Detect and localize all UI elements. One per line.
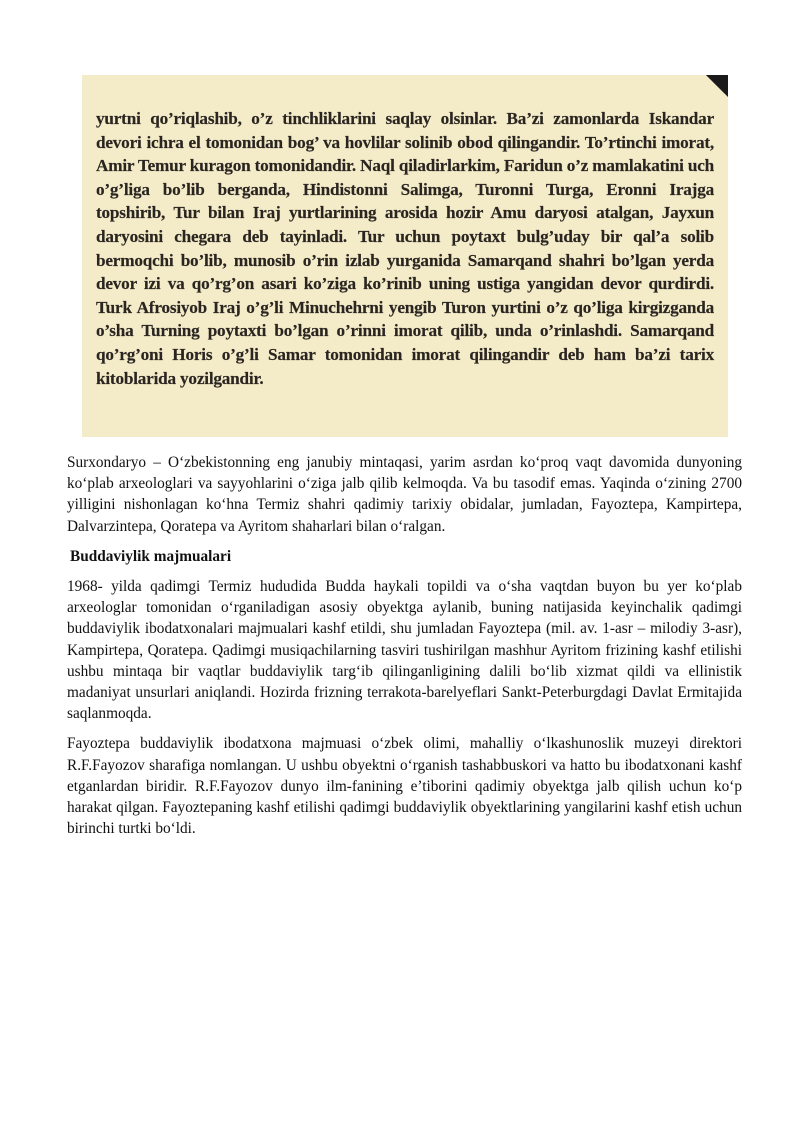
scanned-book-excerpt xyxy=(82,75,728,437)
document-body xyxy=(67,452,742,848)
scan-corner-mark xyxy=(694,75,728,97)
paragraph-fayoztepa: Fayoztepa buddaviylik ibodatxona majmuasi o‘zbek olimi, mahalliy o‘lkashunoslik muzeyi direktori R.F.Fayozov sharafiga nomlangan. U ushbu obyektni o‘rganish tashabbuskori va hatto bu ibodatxonani kashf etganlardan biridir. R.F.Fayozov dunyo ilm-fanining e’tiborini qadimiy obyektga jalb qilish uchun ko‘p harakat qilgan. Fayoztepaning kashf etilishi qadimgi buddaviylik obyektlarining yangilarini kashf etish uchun birinchi turtki bo‘ldi. xyxy=(67,735,742,838)
section-heading: Buddaviylik majmualari xyxy=(70,547,232,565)
scanned-excerpt-text: yurtni qo’riqlashib, o’z tinchliklarini saqlay olsinlar. Ba’zi zamonlarda Iskandar devori ichra el tomonidan bog’ va hovlilar solinib obod qilingandir. To’rtinchi imorat, Amir Temur kuragon tomonidandir. Naql qiladirlarkim, Faridun o’z mamlakatini uch o’g’liga bo’lib berganda, Hindistonni Salimga, Turonni Turga, Eronni Irajga topshirib, Tur bilan Iraj yurtlarining arosida hozir Amu daryosi atalgan, Jayxun daryosini chegara deb tayinladi. Tur uchun poytaxt bulg’uday bir qal’a solib bermoqchi bo’lib, munosib o’rin izlab yurganida Samarqand shahri bo’lgan yerda devor izi va qo’rg’on asari ko’ziga ko’rinib uning ustiga yangidan devor qurdirdi. Turk Afrosiyob Iraj o’g’li Minuchehrni yengib Turon yurtini o’z qo’liga kirgizganda o’sha Turning poytaxti bo’lgan o’rinni imorat qilib, unda o’rinlashdi. Samarqand qo’rg’oni Horis o’g’li Samar tomonidan imorat qilingandir deb ham ba’zi tarix kitoblarida yozilgandir. xyxy=(96,109,714,388)
paragraph-surxondaryo: Surxondaryo – O‘zbekistonning eng janubiy mintaqasi, yarim asrdan ko‘proq vaqt davomida dunyoning ko‘plab arxeologlari va sayyohlarini o‘ziga jalb qilib kelmoqda. Va bu tasodif emas. Yaqinda o‘zining 2700 yilligini nishonlagan ko‘hna Termiz shahri qadimiy tarixiy obidalar, jumladan, Fayoztepa, Kampirtepa, Dalvarzintepa, Qoratepa va Ayritom shaharlari bilan o‘ralgan. xyxy=(67,454,742,535)
paragraph-budda-1968: 1968- yilda qadimgi Termiz hududida Budda haykali topildi va o‘sha vaqtdan buyon bu yer ko‘plab arxeologlar tomonidan o‘rganiladigan asosiy obyektga aylanib, buning natijasida keyinchalik qadimgi buddaviylik ibodatxonalari majmualari kashf etildi, shu jumladan Fayoztepa (mil. av. 1-asr – milodiy 3-asr), Kampirtepa, Qoratepa. Qadimgi musiqachilarning tasviri tushirilgan mashhur Ayritom frizining kashf etilishi ushbu mintaqa bir vaqtlar buddaviylik targ‘ib qilinganligining dalili bo‘lib xizmat qildi va ellinistik madaniyat unsurlari aniqlandi. Hozirda frizning terrakota-barelyeflari Sankt-Peterburgdagi Davlat Ermitajida saqlanmoqda. xyxy=(67,578,742,723)
